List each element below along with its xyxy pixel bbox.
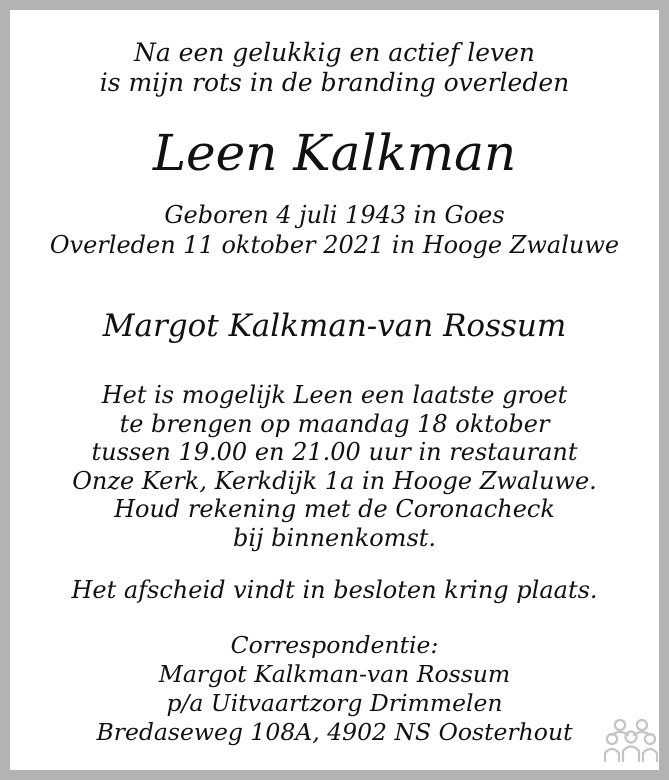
correspondence-block	[10, 631, 659, 747]
details-line: Het is mogelijk Leen een laatste groet	[101, 381, 568, 409]
partner-name: Margot Kalkman-van Rossum	[102, 308, 567, 344]
birth-line: Geboren 4 juli 1943 in Goes	[164, 201, 505, 229]
visitation-details	[10, 381, 659, 552]
farewell-text: Het afscheid vindt in besloten kring plaats.	[71, 576, 598, 604]
intro-text	[10, 38, 659, 98]
details-line: tussen 19.00 en 21.00 uur in restaurant	[91, 438, 578, 466]
deceased-name: Leen Kalkman	[152, 124, 517, 182]
correspondence-care-of: p/a Uitvaartzorg Drimmelen	[166, 689, 503, 717]
details-line: Onze Kerk, Kerkdijk 1a in Hooge Zwaluwe.	[72, 466, 597, 495]
intro-line: Na een gelukkig en actief leven	[133, 38, 536, 67]
details-line: Houd rekening met de Coronacheck	[114, 495, 555, 523]
correspondence-address: Bredaseweg 108A, 4902 NS Oosterhout	[96, 718, 573, 746]
life-dates	[10, 200, 659, 260]
family-group-icon	[604, 715, 658, 765]
death-line: Overleden 11 oktober 2021 in Hooge Zwaluwe	[49, 231, 620, 259]
correspondence-heading: Correspondentie:	[230, 631, 439, 659]
details-line: bij binnenkomst.	[232, 523, 437, 552]
intro-line: is mijn rots in de branding overleden	[99, 68, 570, 97]
correspondence-name: Margot Kalkman-van Rossum	[158, 660, 511, 688]
details-line: te brengen op maandag 18 oktober	[119, 409, 550, 438]
